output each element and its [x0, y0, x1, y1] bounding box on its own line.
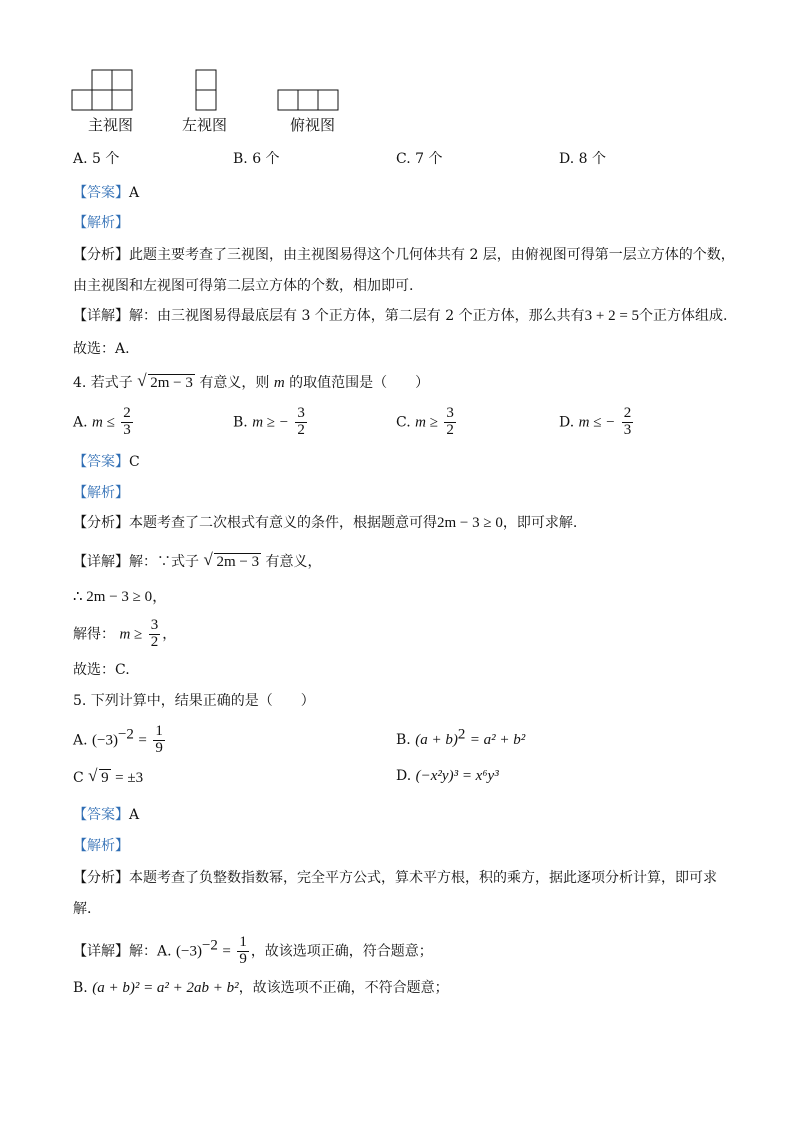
- q3-answer: A: [129, 185, 140, 201]
- q4-stem-radical: √ 2m − 3: [137, 371, 193, 391]
- q4-detail-radical: √ 2m − 3: [203, 550, 260, 570]
- q4-option-c-fraction: $\frac{3}{2}$: [446, 405, 454, 438]
- q5-fenxi-line1: 【分析】本题考查了负整数指数幂，完全平方公式，算术平方根，积的乘方，据此逐项分析计算，即可求: [73, 870, 717, 886]
- q4-option-d: D. m ≤ − $\frac{2}{3}$: [559, 405, 632, 438]
- top-view-drawing: [278, 90, 338, 110]
- q4-fenxi-math: 2m − 3 ≥ 0: [437, 515, 503, 531]
- q4-choice: 故选：C.: [73, 662, 130, 678]
- q4-step2-fraction: $\frac{3}{2}$: [150, 617, 159, 650]
- q4-step2: 解得： m ≥ $\frac{3}{2}$ ，: [73, 617, 177, 650]
- q5-answer: A: [129, 807, 140, 823]
- q5-option-d: D. (−x²y)³ = x⁶y³: [396, 768, 499, 784]
- q4-detail-line: 【详解】解：∵式子 √ 2m − 3 有意义，: [73, 550, 322, 570]
- q4-option-d-fraction: $\frac{2}{3}$: [623, 405, 632, 438]
- q5-detail-a-fraction: $\frac{1}{9}$: [239, 934, 247, 967]
- q5-detail-line-a: 【详解】解：A. $(-3)^{-2}$ = $\frac{1}{9}$ ，故该选项正确，符合题意；: [73, 934, 433, 967]
- q3-analysis-tag: 【解析】: [73, 215, 129, 231]
- q3-option-a: A. 5 个: [73, 151, 120, 167]
- q4-option-b-fraction: $\frac{3}{2}$: [297, 405, 305, 438]
- q3-detail-line: [73, 309, 728, 324]
- radical-sign-icon: √: [88, 766, 98, 785]
- q3-fenxi-tag: 【分析】: [73, 247, 129, 263]
- q5-option-a-fraction: $\frac{1}{9}$: [155, 723, 163, 756]
- q4-step1: ∴ 2m − 3 ≥ 0，: [73, 589, 168, 605]
- q3-fenxi-text1: 此题主要考查了三视图，由主视图易得这个几何体共有 2 层，由俯视图可得第一层立方体的个数，: [129, 247, 735, 263]
- q5-analysis-tag: 【解析】: [73, 838, 129, 854]
- q5-option-b: B. $(a + b)^2 = a^2 + b^2$: [396, 726, 526, 748]
- top-view-label: 俯视图: [290, 116, 336, 134]
- q4-answer-tag: 【答案】: [73, 454, 129, 470]
- q3-detail-math: 3 + 2 = 5: [584, 308, 640, 324]
- q4-detail-tag: 【详解】: [73, 554, 129, 570]
- q3-option-c: C. 7 个: [396, 151, 443, 167]
- q4-answer: C: [129, 454, 140, 470]
- front-view-label: 主视图: [88, 116, 134, 134]
- q3-answer-tag: 【答案】: [73, 185, 129, 201]
- q4-stem-b: 有意义，则: [199, 375, 270, 391]
- q3-option-b: B. 6 个: [233, 151, 280, 167]
- q3-detail-tag: 【详解】: [73, 308, 129, 324]
- q3-detail-text-b: 个正方体组成.: [639, 308, 728, 324]
- q5-option-c-radical: √ 9: [88, 766, 109, 786]
- q5-detail-line-b: B. (a + b)² = a² + 2ab + b²，故该选项不正确，不符合题意；: [73, 980, 449, 996]
- front-view-drawing: [72, 70, 132, 110]
- q5-answer-tag: 【答案】: [73, 807, 129, 823]
- q4-option-c: C. m ≥ $\frac{3}{2}$: [396, 405, 454, 438]
- q4-stem-a: 4. 若式子: [73, 375, 133, 391]
- radical-sign-icon: √: [203, 550, 213, 569]
- q4-stem: [73, 371, 430, 391]
- q3-fenxi-line1: [73, 248, 735, 262]
- q5-stem: 5. 下列计算中，结果正确的是（ ）: [73, 693, 315, 709]
- q3-option-d: D. 8 个: [559, 151, 606, 167]
- q5-option-a: A. $(-3)^{-2}$ = $\frac{1}{9}$: [73, 723, 163, 756]
- q4-option-a-fraction: $\frac{2}{3}$: [123, 405, 131, 438]
- q5-fenxi-line2: 解.: [73, 901, 92, 917]
- q5-answer-line: [73, 808, 139, 822]
- radical-sign-icon: √: [137, 371, 147, 390]
- left-view-label: 左视图: [182, 116, 228, 134]
- q4-answer-line: [73, 455, 140, 469]
- q3-fenxi-line2: 由主视图和左视图可得第二层立方体的个数，相加即可.: [73, 278, 414, 294]
- q4-stem-var: m: [273, 375, 285, 391]
- q3-answer-line: [73, 186, 139, 200]
- q5-option-c: C √ 9 = ±3: [73, 766, 144, 786]
- q4-analysis-tag: 【解析】: [73, 485, 129, 501]
- q5-detail-tag: 【详解】: [73, 943, 129, 960]
- q4-option-b: B. m ≥ − $\frac{3}{2}$: [233, 405, 305, 438]
- left-view-drawing: [196, 70, 216, 110]
- q4-fenxi-line: 【分析】本题考查了二次根式有意义的条件，根据题意可得2m − 3 ≥ 0，即可求解.: [73, 515, 578, 531]
- q4-option-a: A. m ≤ $\frac{2}{3}$: [73, 405, 131, 438]
- q5-fenxi-tag: 【分析】: [73, 870, 129, 886]
- q4-fenxi-tag: 【分析】: [73, 515, 129, 531]
- q4-stem-c: 的取值范围是（ ）: [289, 375, 430, 391]
- q3-detail-text-a: 解：由三视图易得最底层有 3 个正方体，第二层有 2 个正方体，那么共有: [129, 308, 585, 324]
- q3-choice: 故选：A.: [73, 341, 130, 357]
- three-view-figure: [60, 62, 350, 114]
